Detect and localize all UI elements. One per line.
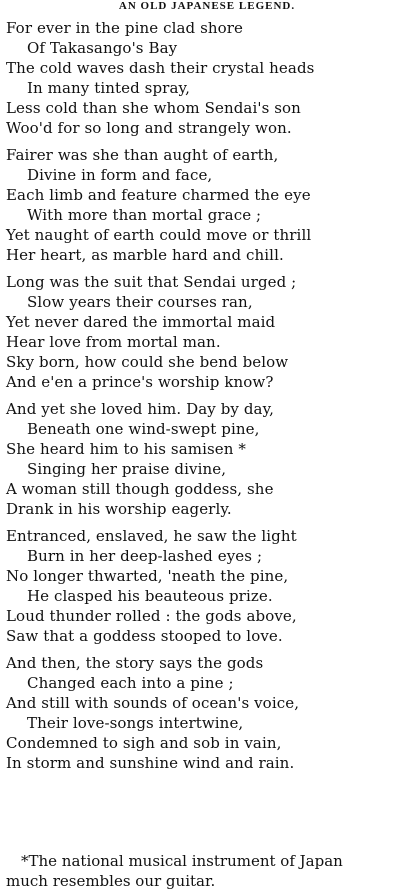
poem-line: Less cold than she whom Sendai's son [6,99,301,117]
poem-line: And still with sounds of ocean's voice, [6,694,300,712]
poem-line: The cold waves dash their crystal heads [6,59,315,77]
poem-line: No longer thwarted, 'neath the pine, [6,567,289,585]
poem-line: She heard him to his samisen * [6,440,246,458]
footnote [6,851,412,891]
poem-line: Saw that a goddess stooped to love. [6,627,283,645]
poem-line: Of Takasango's Bay [27,39,178,57]
stanza [6,145,412,265]
footnote-line: *The national musical instrument of Japan [21,852,343,870]
poem-line: And yet she loved him. Day by day, [6,400,275,418]
poem-line: He clasped his beauteous prize. [27,587,273,605]
poem-line: Slow years their courses ran, [27,293,253,311]
poem-line: Burn in her deep-lashed eyes ; [27,547,263,565]
stanza [6,272,412,392]
poem-line: Singing her praise divine, [27,460,227,478]
poem-line: And e'en a prince's worship know? [6,373,274,391]
poem-line: Yet naught of earth could move or thrill [6,226,312,244]
poem-line: Fairer was she than aught of earth, [6,146,279,164]
poem-line: For ever in the pine clad shore [6,19,244,37]
poem-line: Divine in form and face, [27,166,213,184]
poem-line: Condemned to sigh and sob in vain, [6,734,282,752]
poem-line: Woo'd for so long and strangely won. [6,119,292,137]
stanza [6,399,412,519]
poem-line: Their love-songs intertwine, [27,714,244,732]
poem-line: Each limb and feature charmed the eye [6,186,311,204]
poem-line: And then, the story says the gods [6,654,264,672]
footnote-line: much resembles our guitar. [6,872,216,890]
poem-line: Entranced, enslaved, he saw the light [6,527,297,545]
poem-line: Beneath one wind-swept pine, [27,420,260,438]
stanza [6,18,412,138]
poem-line: Long was the suit that Sendai urged ; [6,273,297,291]
poem-line: In many tinted spray, [27,79,190,97]
poem-line: Loud thunder rolled : the gods above, [6,607,297,625]
poem-line: Hear love from mortal man. [6,333,221,351]
stanza [6,653,412,773]
stanza [6,526,412,646]
poem-line: Sky born, how could she bend below [6,353,289,371]
poem-line: Yet never dared the immortal maid [6,313,276,331]
poem-line: With more than mortal grace ; [27,206,262,224]
poem-line: A woman still though goddess, she [6,480,274,498]
poem-line: Her heart, as marble hard and chill. [6,246,284,264]
poem-body [6,18,412,780]
poem-title: AN OLD JAPANESE LEGEND. [118,0,296,12]
poem-line: Drank in his worship eagerly. [6,500,232,518]
poem-line: Changed each into a pine ; [27,674,234,692]
poem-line: In storm and sunshine wind and rain. [6,754,295,772]
